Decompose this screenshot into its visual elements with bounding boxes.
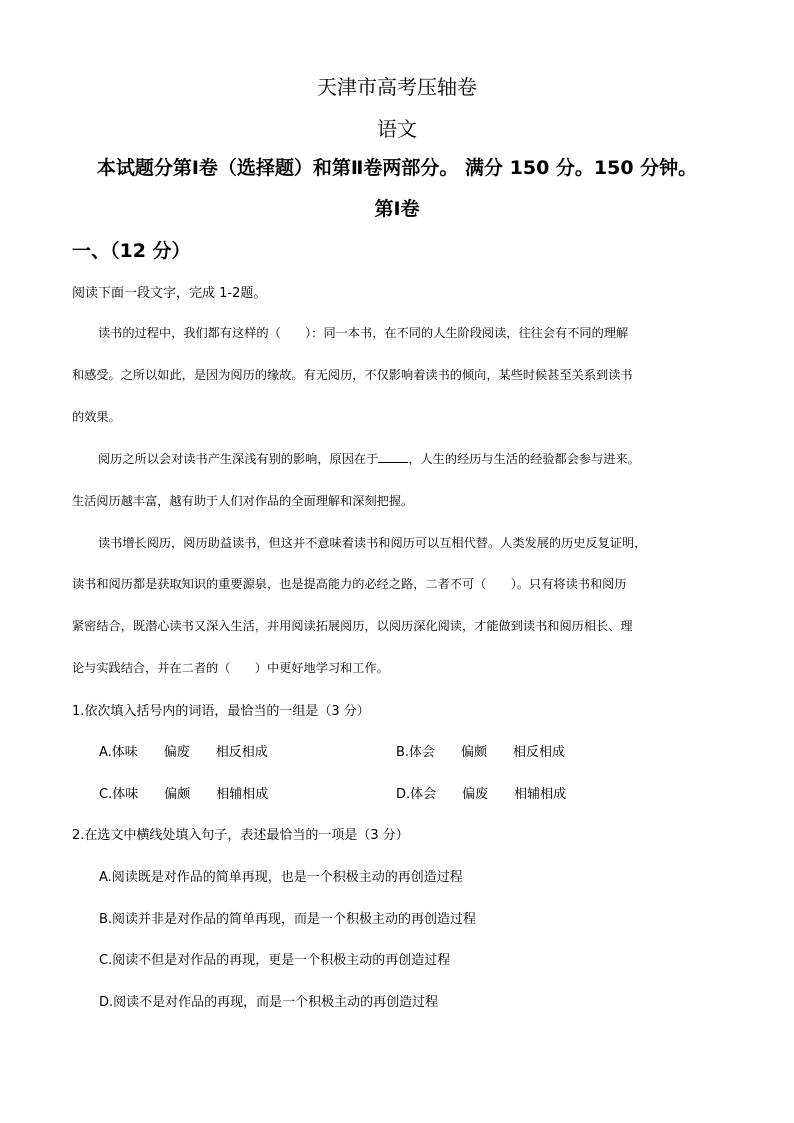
option-c: C.体味 偏颇 相辅相成 <box>99 787 269 802</box>
option-d: D.体会 偏废 相辅相成 <box>396 787 567 802</box>
option-b: B.体会 偏颇 相反相成 <box>396 745 566 760</box>
question-stem: 2.在选文中横线处填入句子，表述最恰当的一项是（3 分） <box>72 828 409 843</box>
section-instruction: 阅读下面一段文字，完成 1-2题。 <box>72 286 267 301</box>
passage-line: 紧密结合，既潜心读书又深入生活，并用阅读拓展阅历，以阅历深化阅读，才能做到读书和阅历相长、理 <box>72 619 633 633</box>
passage-line: 读书增长阅历，阅历助益读书，但这并不意味着读书和阅历可以互相代替。人类发展的历史反复证明， <box>98 536 647 550</box>
option-c: C.阅读不但是对作品的再现，更是一个积极主动的再创造过程 <box>99 953 451 968</box>
option-a: A.体味 偏废 相反相成 <box>99 745 268 760</box>
passage-line: 读书的过程中，我们都有这样的（ ）：同一本书，在不同的人生阶段阅读，往往会有不同的理解 <box>98 326 629 340</box>
passage-line: 读书和阅历都是获取知识的重要源泉，也是提高能力的必经之路，二者不可（ ）。只有将读书和阅历 <box>72 577 627 591</box>
passage-line: 论与实践结合，并在二者的（ ）中更好地学习和工作。 <box>72 661 389 675</box>
passage-text: 阅历之所以会对读书产生深浅有别的影响，原因在于 <box>98 452 379 466</box>
passage-text: ，人生的经历与生活的经验都会参与进来。 <box>408 452 640 466</box>
exam-description: 本试题分第Ⅰ卷（选择题）和第Ⅱ卷两部分。 满分 150 分。150 分钟。 <box>96 157 698 179</box>
passage-line: 的效果。 <box>72 410 121 424</box>
fill-blank <box>378 451 408 463</box>
question-stem: 1.依次填入括号内的词语，最恰当的一组是（3 分） <box>72 704 370 719</box>
exam-title: 天津市高考压轴卷 <box>317 75 477 99</box>
subject-title: 语文 <box>377 117 417 141</box>
passage-line-with-blank <box>98 450 640 467</box>
passage-line: 和感受。之所以如此，是因为阅历的缘故。有无阅历，不仅影响着读书的倾向，某些时候甚至关系到读书 <box>72 368 633 382</box>
passage-line: 生活阅历越丰富，越有助于人们对作品的全面理解和深刻把握。 <box>72 494 414 508</box>
option-b: B.阅读并非是对作品的简单再现，而是一个积极主动的再创造过程 <box>99 912 477 927</box>
section-heading: 一、（12 分） <box>72 240 191 262</box>
volume-title: 第Ⅰ卷 <box>374 198 420 220</box>
option-a: A.阅读既是对作品的简单再现，也是一个积极主动的再创造过程 <box>99 870 463 885</box>
option-d: D.阅读不是对作品的再现，而是一个积极主动的再创造过程 <box>99 995 439 1010</box>
